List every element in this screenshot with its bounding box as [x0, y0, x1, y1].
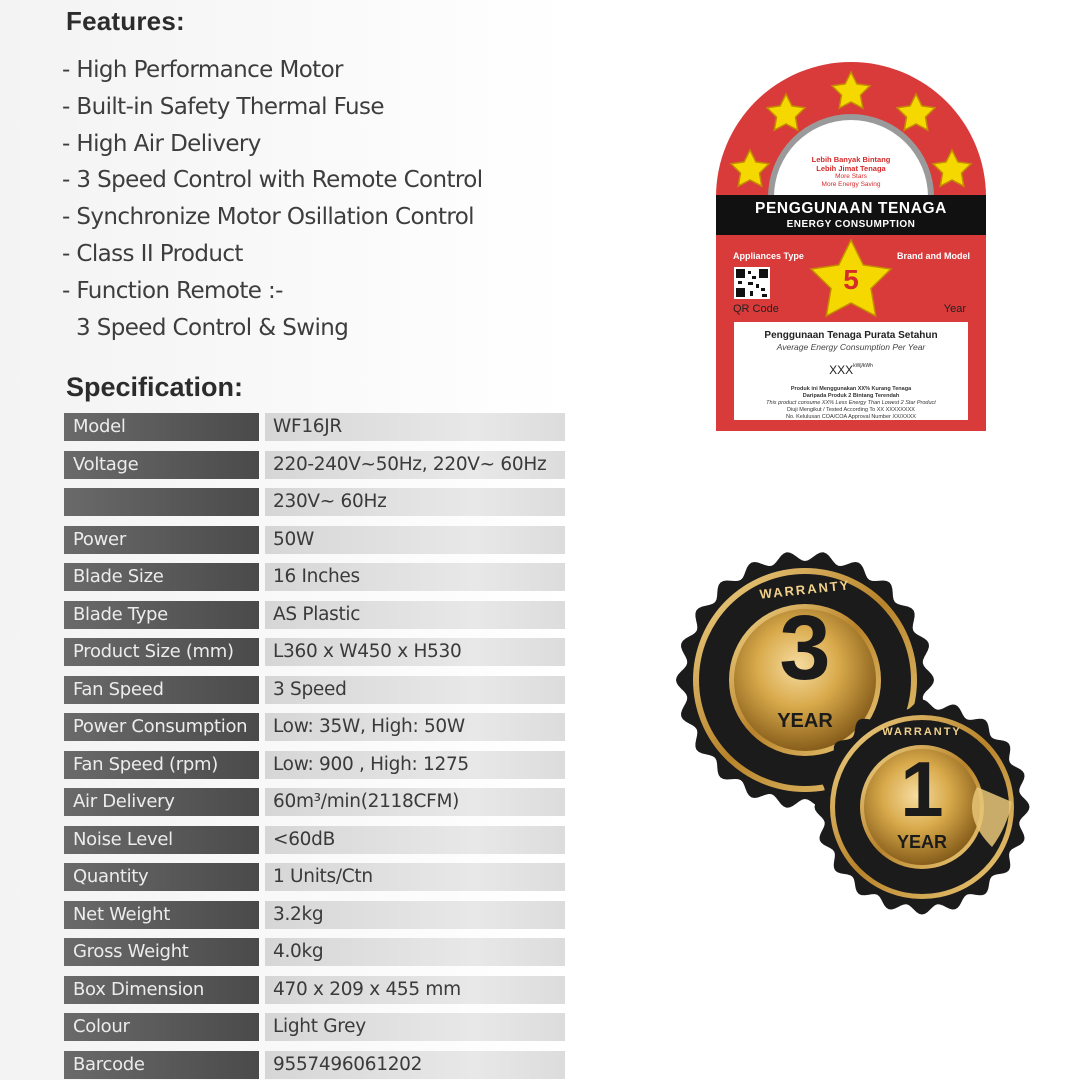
spec-label: Blade Size [64, 563, 259, 591]
warranty-number: 3 [765, 602, 845, 694]
spec-row [62, 824, 565, 862]
energy-label [716, 62, 986, 431]
brand-model-label: Brand and Model [897, 251, 970, 261]
spec-row [62, 561, 565, 599]
warranty-number: 1 [882, 750, 962, 828]
spec-label: Power [64, 526, 259, 554]
qr-code-label: QR Code [733, 303, 779, 315]
spec-label: Air Delivery [64, 788, 259, 816]
spec-row [62, 411, 565, 449]
spec-value: WF16JR [265, 413, 565, 441]
specification-title: Specification: [66, 372, 243, 403]
features-list [62, 52, 483, 346]
feature-item: - Built-in Safety Thermal Fuse [62, 89, 483, 126]
spec-value: 4.0kg [265, 938, 565, 966]
spec-value: 3 Speed [265, 676, 565, 704]
appliance-type-label: Appliances Type [733, 251, 804, 261]
energy-box-value: $XXX^{kWj/kWh}$ [734, 363, 968, 377]
feature-item: - Function Remote :- [62, 273, 483, 310]
spec-row [62, 749, 565, 787]
spec-row [62, 599, 565, 637]
spec-label: Colour [64, 1013, 259, 1041]
energy-box-title: Penggunaan Tenaga Purata Setahun [734, 330, 968, 341]
spec-row [62, 1049, 565, 1086]
spec-value: 50W [265, 526, 565, 554]
spec-value: 220-240V~50Hz, 220V~ 60Hz [265, 451, 565, 479]
spec-value: 3.2kg [265, 901, 565, 929]
energy-fine-print: This product consume XX% Less Energy Than Lowest 2 Star Product [734, 400, 968, 407]
spec-label: Product Size (mm) [64, 638, 259, 666]
spec-label: Quantity [64, 863, 259, 891]
spec-label: Gross Weight [64, 938, 259, 966]
spec-value: 60m³/min(2118CFM) [265, 788, 565, 816]
spec-label: Net Weight [64, 901, 259, 929]
spec-label: Box Dimension [64, 976, 259, 1004]
warranty-year-label: YEAR [882, 832, 962, 853]
spec-value: L360 x W450 x H530 [265, 638, 565, 666]
features-title: Features: [66, 6, 185, 37]
feature-item: - 3 Speed Control with Remote Control [62, 162, 483, 199]
spec-row [62, 674, 565, 712]
spec-row [62, 711, 565, 749]
spec-row [62, 899, 565, 937]
spec-row [62, 974, 565, 1012]
energy-fine-print: Diuji Mengikut / Tested According To XX XXXXXXXX [734, 407, 968, 414]
spec-row [62, 861, 565, 899]
energy-box-subtitle: Average Energy Consumption Per Year [734, 342, 968, 352]
spec-label [64, 488, 259, 516]
warranty-ring-text: WARRANTY [860, 726, 984, 738]
year-label: Year [944, 303, 966, 315]
spec-label: Model [64, 413, 259, 441]
spec-label: Fan Speed [64, 676, 259, 704]
spec-value: Low: 900 , High: 1275 [265, 751, 565, 779]
warranty-year-label: YEAR [762, 710, 848, 733]
spec-row [62, 936, 565, 974]
energy-bubble-subtext: More Stars More Energy Saving [776, 173, 926, 189]
spec-label: Barcode [64, 1051, 259, 1079]
spec-label: Power Consumption [64, 713, 259, 741]
feature-item: - High Performance Motor [62, 52, 483, 89]
spec-label: Voltage [64, 451, 259, 479]
spec-row [62, 636, 565, 674]
spec-label: Noise Level [64, 826, 259, 854]
feature-item: 3 Speed Control & Swing [62, 310, 483, 347]
spec-row [62, 524, 565, 562]
spec-row [62, 786, 565, 824]
spec-value: 230V~ 60Hz [265, 488, 565, 516]
feature-item: - High Air Delivery [62, 126, 483, 163]
energy-subheading: ENERGY CONSUMPTION [716, 219, 986, 230]
spec-label: Blade Type [64, 601, 259, 629]
spec-row [62, 1011, 565, 1049]
energy-fine-print: No. Kelulusan COA/COA Approval Number XX/XXXX [734, 414, 968, 421]
spec-value: AS Plastic [265, 601, 565, 629]
spec-row [62, 486, 565, 524]
star-rating: 5 [811, 264, 891, 296]
feature-item: - Class II Product [62, 236, 483, 273]
specification-table [62, 411, 565, 1086]
energy-bubble-text: Lebih Banyak Bintang Lebih Jimat Tenaga [776, 155, 926, 173]
spec-value: 470 x 209 x 455 mm [265, 976, 565, 1004]
spec-value: Low: 35W, High: 50W [265, 713, 565, 741]
feature-item: - Synchronize Motor Osillation Control [62, 199, 483, 236]
spec-value: <60dB [265, 826, 565, 854]
spec-value: 9557496061202 [265, 1051, 565, 1079]
spec-label: Fan Speed (rpm) [64, 751, 259, 779]
spec-value: 1 Units/Ctn [265, 863, 565, 891]
energy-heading: PENGGUNAAN TENAGA [716, 200, 986, 218]
warranty-badges [660, 530, 1060, 930]
warranty-ring-text: WARRANTY [722, 573, 889, 605]
spec-row [62, 449, 565, 487]
spec-value: Light Grey [265, 1013, 565, 1041]
energy-fine-print: Daripada Produk 2 Bintang Terendah [734, 393, 968, 400]
spec-value: 16 Inches [265, 563, 565, 591]
energy-fine-print: Produk ini Menggunakan XX% Kurang Tenaga [734, 386, 968, 393]
